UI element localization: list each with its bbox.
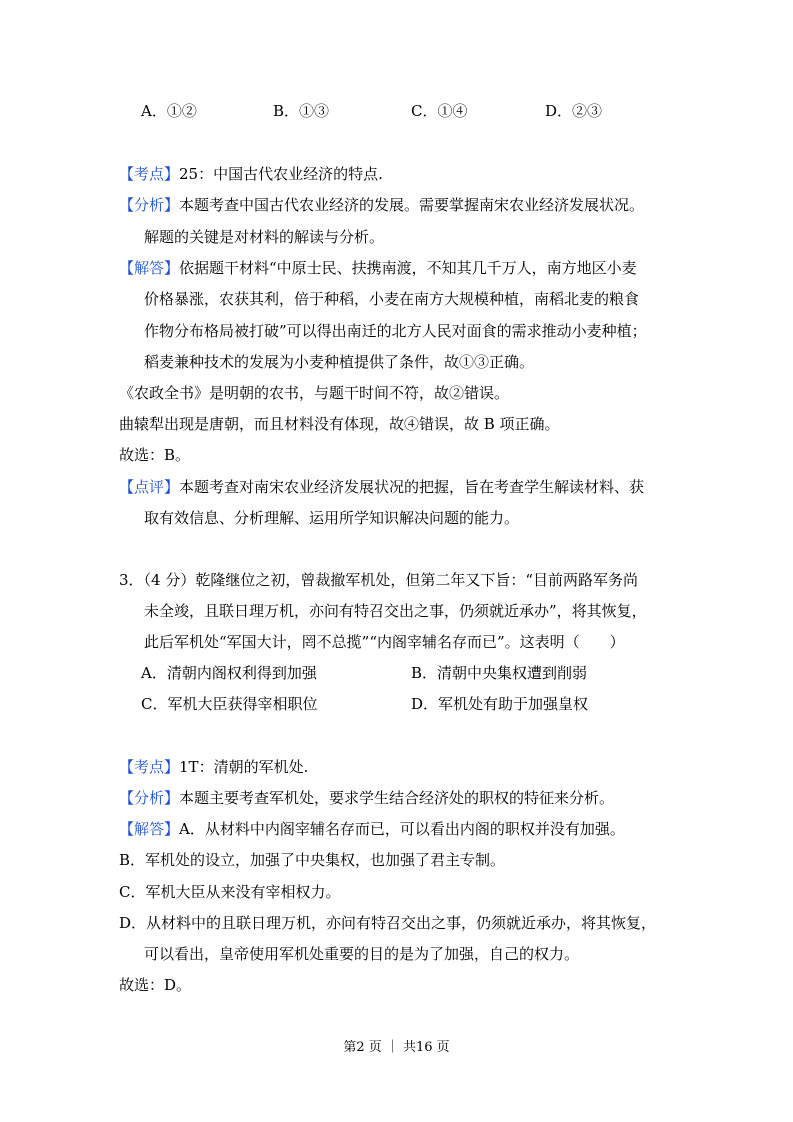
- q3-line-b: B．军机处的设立，加强了中央集权，也加强了君主专制。: [119, 851, 506, 869]
- q2-option-c: C．①④: [411, 102, 468, 120]
- fenxi-text: 本题主要考查军机处，要求学生结合经济处的职权的特征来分析。: [179, 789, 615, 807]
- q2-jieda-line-2: 价格暴涨，农获其利，倍于种稻，小麦在南方大规模种植，南稻北麦的粮食: [144, 290, 640, 308]
- jieda-tag: 【解答】: [119, 259, 180, 277]
- q3-option-c: C．军机大臣获得宰相职位: [141, 695, 318, 713]
- q3-jieda: [119, 818, 683, 840]
- dianping-text: 本题考查对南宋农业经济发展状况的把握，旨在考查学生解读材料、获: [179, 478, 645, 496]
- q2-fenxi: [119, 194, 683, 216]
- q3-fenxi: [119, 787, 683, 809]
- q2-answer: 故选：B。: [119, 446, 191, 464]
- q3-line-d: D．从材料中的且联日理万机，亦问有特召交出之事，仍须就近承办，将其恢复，: [119, 914, 657, 932]
- q3-stem-line-1: 3．（4 分）乾隆继位之初，曾裁撤军机处，但第二年又下旨：“目前两路军务尚: [119, 571, 639, 589]
- q2-jieda-line-3: 作物分布格局被打破”可以得出南迁的北方人民对面食的需求推动小麦种植；: [144, 322, 647, 340]
- q3-stem-line-2: 未全竣，且联日理万机，亦问有特召交出之事，仍须就近承办”，将其恢复，: [144, 602, 647, 620]
- q2-option-b: B．①③: [273, 102, 330, 120]
- kaodian-tag: 【考点】: [119, 165, 180, 183]
- kaodian-tag: 【考点】: [119, 758, 180, 776]
- fenxi-text: 本题考查中国古代农业经济的发展。需要掌握南宋农业经济发展状况。: [179, 196, 645, 214]
- kaodian-text: 25：中国古代农业经济的特点.: [179, 165, 383, 183]
- q3-line-c: C．军机大臣从来没有宰相权力。: [119, 883, 341, 901]
- q2-dianping: [119, 476, 683, 498]
- q2-line-quyuanli: 曲辕犁出现是唐朝，而且材料没有体现，故④错误，故 B 项正确。: [119, 415, 560, 433]
- q3-option-b: B．清朝中央集权遭到削弱: [411, 664, 588, 682]
- q2-jieda: [119, 257, 683, 279]
- q2-dianping-cont: 取有效信息、分析理解、运用所学知识解决问题的能力。: [144, 509, 520, 527]
- q2-kaodian: [119, 163, 683, 185]
- page-footer: 第2 页 ｜ 共16 页: [343, 1040, 450, 1055]
- q3-line-d-cont: 可以看出，皇帝使用军机处重要的目的是为了加强，自己的权力。: [144, 945, 580, 963]
- jieda-text: A．从材料中内阁宰辅名存而已，可以看出内阁的职权并没有加强。: [179, 820, 625, 838]
- fenxi-tag: 【分析】: [119, 196, 180, 214]
- q2-line-nongzheng: 《农政全书》是明朝的农书，与题干时间不符，故②错误。: [119, 384, 510, 402]
- jieda-tag: 【解答】: [119, 820, 180, 838]
- q3-option-a: A．清朝内阁权利得到加强: [141, 664, 317, 682]
- q2-option-d: D．②③: [545, 102, 603, 120]
- jieda-text: 依据题干材料“中原士民、扶携南渡，不知其几千万人，南方地区小麦: [179, 259, 637, 277]
- q3-kaodian: [119, 756, 683, 778]
- q3-answer: 故选：D。: [119, 976, 192, 994]
- q3-option-d: D．军机处有助于加强皇权: [411, 695, 589, 713]
- q2-fenxi-cont: 解题的关键是对材料的解读与分析。: [144, 228, 385, 246]
- fenxi-tag: 【分析】: [119, 789, 180, 807]
- q2-jieda-line-4: 稻麦兼种技术的发展为小麦种植提供了条件，故①③正确。: [144, 353, 535, 371]
- dianping-tag: 【点评】: [119, 478, 180, 496]
- kaodian-text: 1T：清朝的军机处.: [179, 758, 309, 776]
- q2-option-a: A．①②: [141, 102, 197, 120]
- q3-stem-line-3: 此后军机处“军国大计，罔不总揽”“内阁宰辅名存而已”。这表明（ ）: [144, 633, 625, 651]
